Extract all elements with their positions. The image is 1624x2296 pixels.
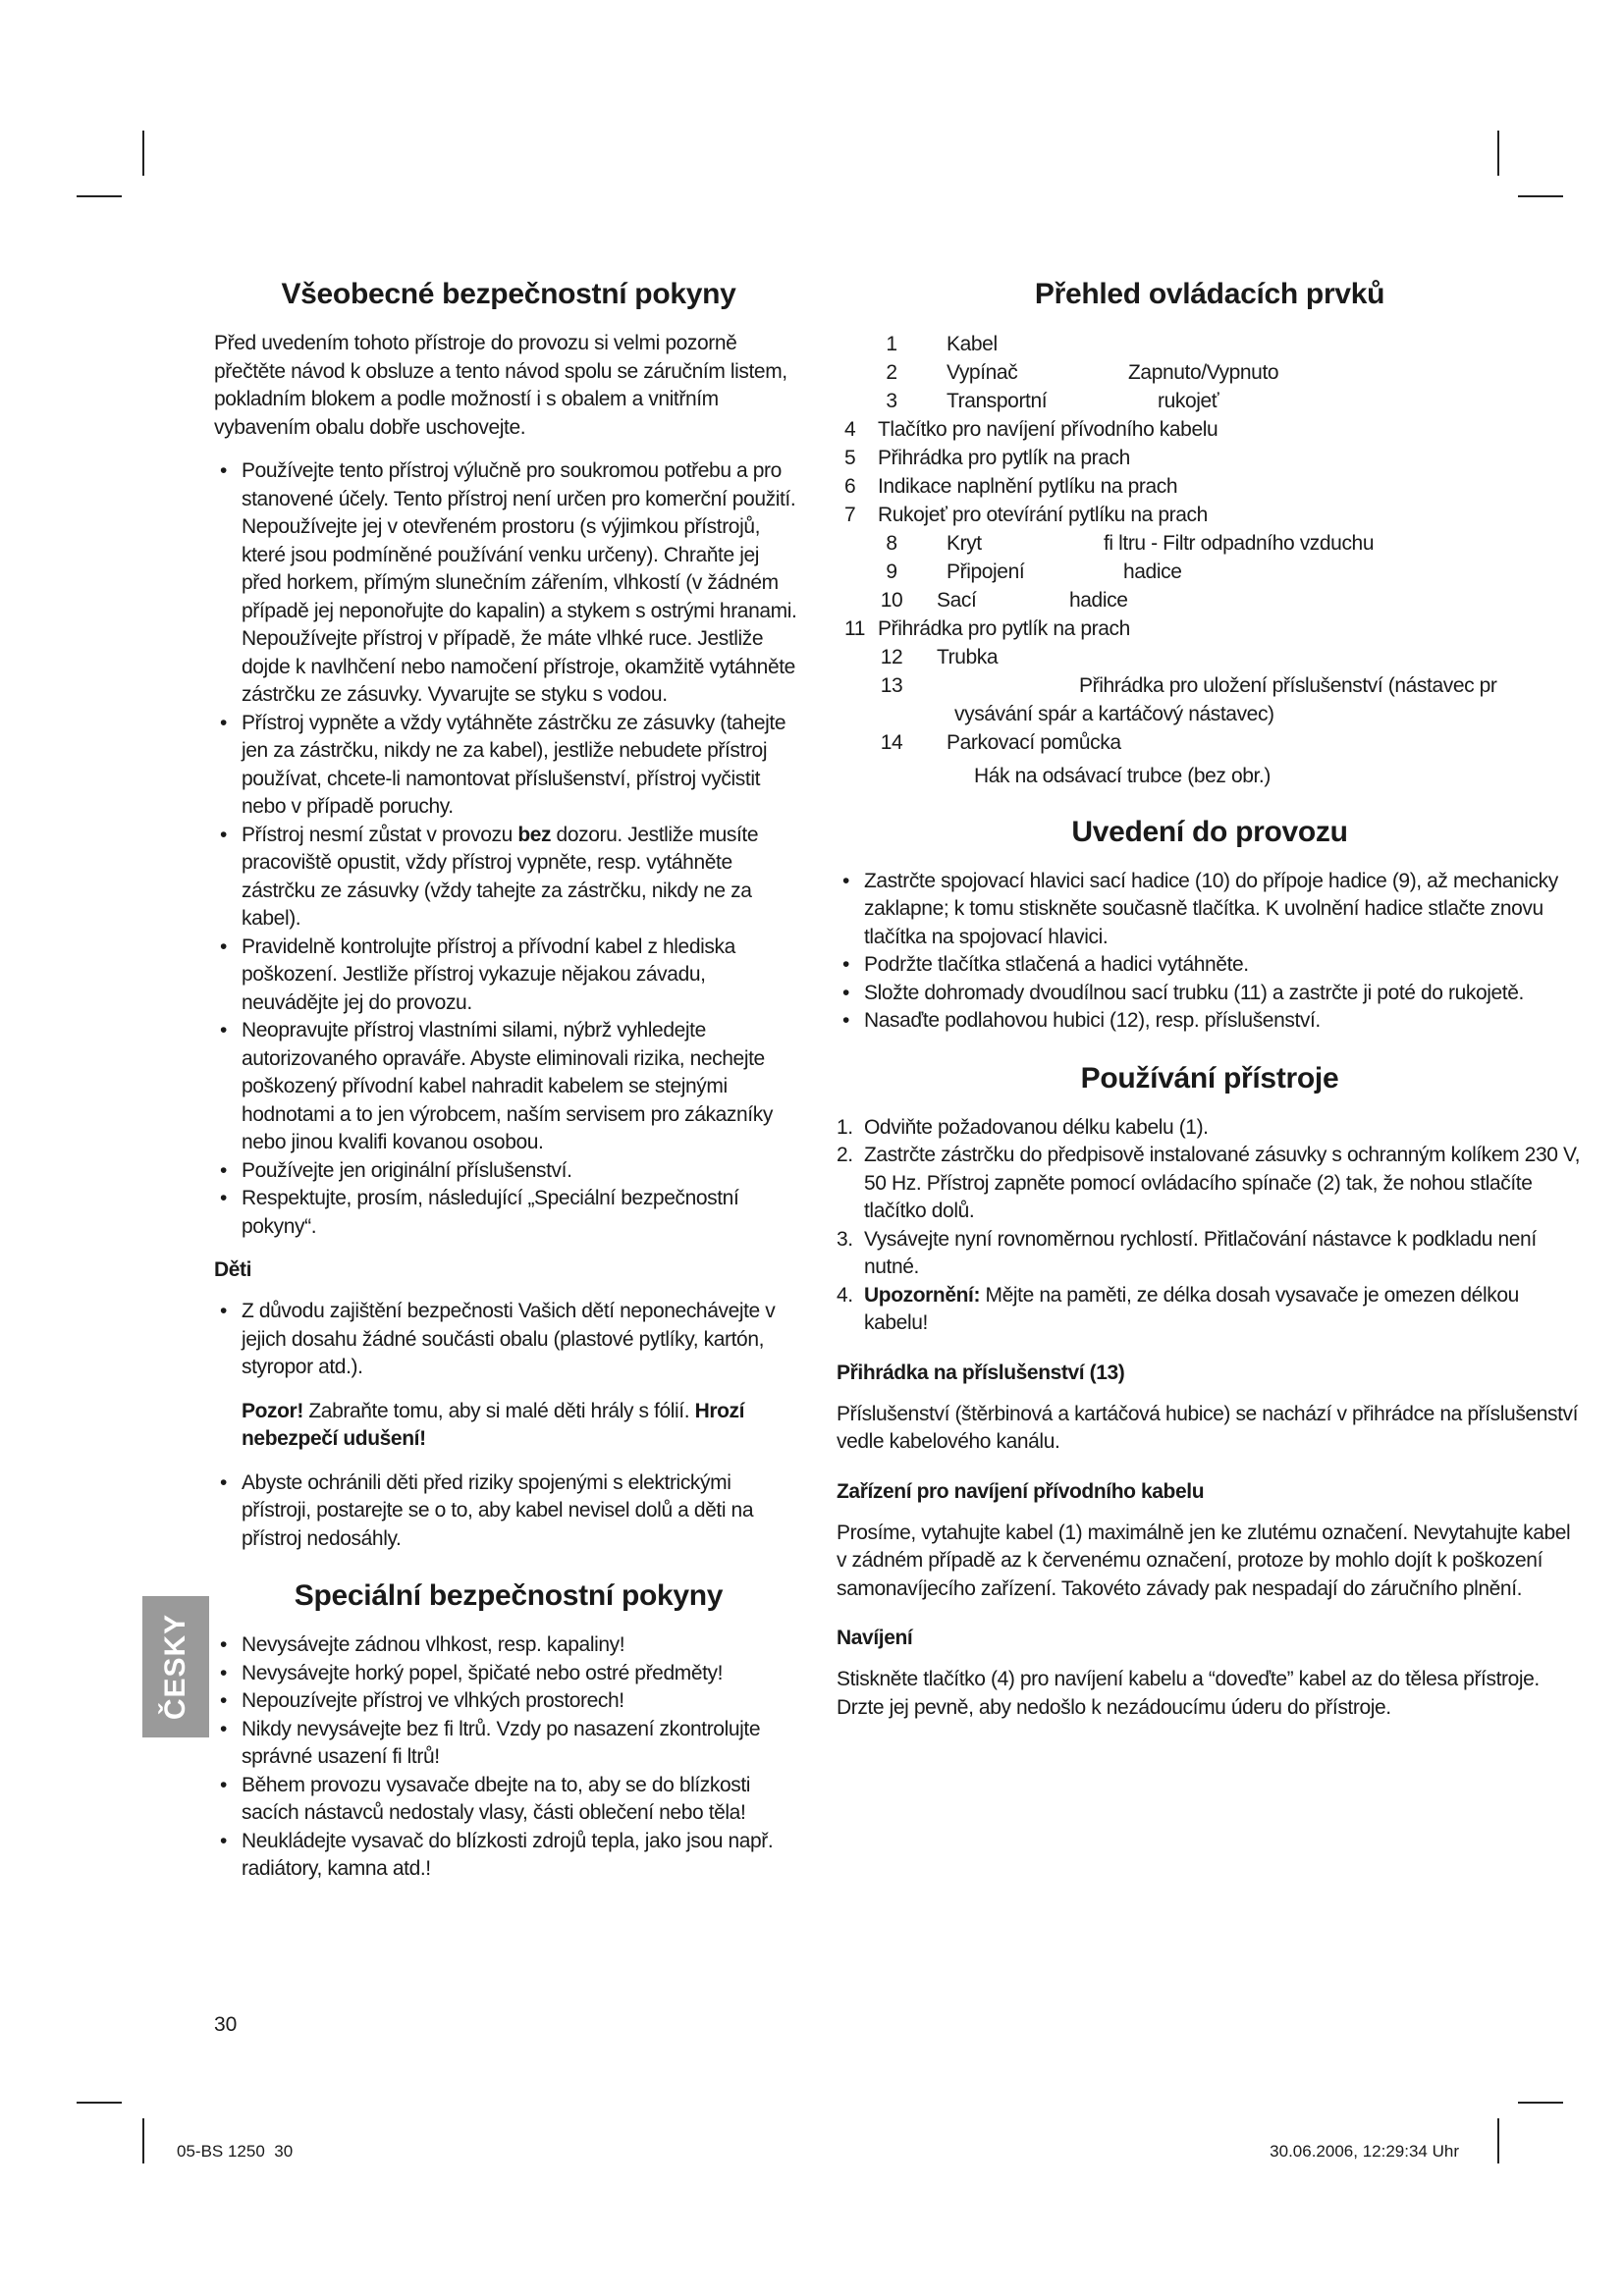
overview-name: Kryt	[947, 532, 982, 555]
footer-timestamp: 30.06.2006, 12:29:34 Uhr	[1270, 2142, 1459, 2161]
list-item-text: Odviňte požadovanou délku kabelu (1).	[864, 1115, 1209, 1139]
usage-heading: Používání přístroje	[1080, 1061, 1339, 1095]
overview-extra: fi ltru - Filtr odpadního vzduchu	[1104, 532, 1375, 555]
overview-name: Vypínač	[947, 361, 1018, 384]
crop-mark	[1518, 2102, 1563, 2104]
footer-file-id: 05-BS 1250 30	[177, 2142, 294, 2161]
accessory-text: Příslušenství (štěrbinová a kartáčová hubice) se nachází v přihrádce na příslušenství vedle kabelového kanálu.	[837, 1402, 1579, 1453]
overview-text: Přihrádka pro pytlík na prach	[878, 617, 1130, 640]
overview-num: 8	[886, 532, 897, 555]
list-item-text: Mějte na paměti, ze délka dosah vysavače je omezen délkou kabelu!	[864, 1283, 1519, 1334]
list-number: 1.	[837, 1115, 853, 1139]
overview-heading: Přehled ovládacích prvků	[1034, 278, 1385, 310]
overview-extra: hadice	[1069, 589, 1128, 612]
children-warning	[214, 1398, 803, 1454]
list-item-text: Vysávejte nyní rovnoměrnou rychlostí. Přitlačování nástavce k podkladu není nutné.	[864, 1227, 1537, 1278]
overview-num: 14	[880, 731, 903, 754]
overview-name: Transportní	[947, 390, 1048, 412]
crop-mark	[142, 131, 144, 176]
crop-mark	[1497, 131, 1499, 176]
overview-row	[837, 586, 1583, 614]
overview-extra: Přihrádka pro uložení příslušenství (nástavec pr	[1079, 674, 1497, 697]
list-item-text: Přístroj nesmí zůstat v provozu	[242, 823, 518, 846]
list-item: • Během provozu vysavače dbejte na to, aby se do blízkosti sacích nástavců nedostaly vlasy, části oblečení nebo těla!	[214, 1772, 803, 1828]
list-item: • Přístroj vypněte a vždy vytáhněte zástrčku ze zásuvky (tahejte jen za zástrčku, nikdy ne za kabel), jestliže nebudete přístroj používat, chcete-li namontovat příslušenství, přístroj vyčistit nebo v případě poruchy.	[214, 710, 803, 822]
overview-name: Trubka	[937, 646, 999, 668]
overview-text: Tlačítko pro navíjení přívodního kabelu	[878, 418, 1218, 441]
list-item: • Abyste ochránili děti před riziky spojenými s elektrickými přístroji, postarejte se o to, aby kabel nevisel dolů a děti na přístroj nedosáhly.	[214, 1469, 803, 1554]
overview-extra: rukojeť	[1158, 390, 1219, 412]
general-safety-intro: Před uvedením tohoto přístroje do provozu si velmi pozorně přečtěte návod k obsluze a tento návod spolu se záručním listem, pokladním blokem a podle možností i s obalem a vnitřním vybavením obalu dobře uschovejte.	[214, 332, 787, 439]
special-safety-heading: Speciální bezpečnostní pokyny	[294, 1579, 724, 1612]
overview-num: 1	[886, 333, 897, 355]
list-item: • Nasaďte podlahovou hubici (12), resp. příslušenství.	[837, 1007, 1583, 1036]
overview-text: Přihrádka pro pytlík na prach	[878, 447, 1130, 469]
winding-heading: Navíjení	[837, 1627, 913, 1649]
list-item: • Z důvodu zajištění bezpečnosti Vašich dětí neponechávejte v jejich dosahu žádné součásti obalu (plastové pytlíky, kartón, styropor atd.).	[214, 1298, 803, 1382]
overview-text: Rukojeť pro otevírání pytlíku na prach	[878, 504, 1208, 526]
overview-num: 2	[886, 361, 897, 384]
overview-num: 7	[844, 504, 856, 526]
list-item	[837, 1226, 1583, 1282]
right-column	[837, 277, 1583, 1737]
overview-row	[837, 728, 1583, 757]
children-list-1	[214, 1298, 803, 1382]
crop-mark	[77, 195, 122, 197]
page-number: 30	[214, 2013, 238, 2036]
special-safety-list	[214, 1631, 803, 1884]
overview-text: Indikace naplnění pytlíku na prach	[878, 475, 1178, 498]
overview-row-continued	[837, 700, 1583, 728]
list-item: • Nikdy nevysávejte bez fi ltrů. Vzdy po nasazení zkontrolujte správné usazení fi ltrů!	[214, 1716, 803, 1772]
overview-row	[837, 501, 1583, 529]
crop-mark	[142, 2118, 144, 2163]
warning-text: Zabraňte tomu, aby si malé děti hrály s fólií.	[302, 1399, 695, 1422]
startup-heading: Uvedení do provozu	[1071, 815, 1348, 848]
list-item-text: dozoru. Jestliže musíte pracoviště opustit, vždy přístroj vypněte, resp. vytáhněte zástrčku ze zásuvky (vždy tahejte za zástrčku, nikdy ne za kabel).	[242, 823, 759, 930]
accessory-heading: Přihrádka na příslušenství (13)	[837, 1361, 1125, 1384]
list-number: 2.	[837, 1144, 853, 1166]
usage-list	[837, 1114, 1583, 1338]
list-item	[837, 1142, 1583, 1226]
overview-num: 13	[880, 674, 903, 697]
overview-num: 12	[880, 646, 903, 668]
overview-extra: Zapnuto/Vypnuto	[1128, 361, 1279, 384]
children-heading: Děti	[214, 1258, 252, 1281]
list-item	[837, 1114, 1583, 1143]
crop-mark	[1518, 195, 1563, 197]
language-tab	[142, 1596, 209, 1737]
overview-row	[837, 614, 1583, 643]
overview-num: 4	[844, 418, 856, 441]
overview-num: 9	[886, 561, 897, 583]
list-item: • Neopravujte přístroj vlastními silami, nýbrž vyhledejte autorizovaného opraváře. Abyste eliminovali rizika, nechejte poškozený přívodní kabel nahradit kabelem se stejnými hodnotami a to jen výrobcem, naším servisem pro zákazníky nebo jinou kvalifi kovanou osobou.	[214, 1017, 803, 1157]
overview-note: Hák na odsávací trubce (bez obr.)	[974, 765, 1271, 787]
overview-row	[837, 558, 1583, 586]
overview-row	[837, 472, 1583, 501]
list-item: • Používejte tento přístroj výlučně pro soukromou potřebu a pro stanovené účely. Tento přístroj není určen pro komerční použití. Nepoužívejte jej v otevřeném prostoru (s výjimkou přístrojů, které jsou podmíněné používání venku určeny). Chraňte jej před horkem, přímým slunečním zářením, vlhkostí (v žádném případě jej neponořujte do kapalin) a stykem s ostrými hranami. Nepoužívejte přístroj v případě, že máte vlhké ruce. Jestliže dojde k navlhčení nebo namočení přístroje, okamžitě vytáhněte zástrčku ze zásuvky. Vyvarujte se styku s vodou.	[214, 457, 803, 710]
overview-text: vysávání spár a kartáčový nástavec)	[954, 703, 1274, 725]
cable-device-heading: Zařízení pro navíjení přívodního kabelu	[837, 1479, 1205, 1503]
list-item: • Složte dohromady dvoudílnou sací trubku (11) a zastrčte ji poté do rukojetě.	[837, 980, 1583, 1008]
list-item-text: Zastrčte zástrčku do předpisově instalované zásuvky s ochranným kolíkem 230 V, 50 Hz. Přístroj zapněte pomocí ovládacího spínače (2) tak, že nohou stlačíte tlačítko dolů.	[864, 1144, 1581, 1222]
overview-row	[837, 671, 1583, 700]
overview-row	[837, 387, 1583, 415]
overview-num: 5	[844, 447, 856, 469]
list-item	[837, 1282, 1583, 1338]
list-item	[214, 822, 803, 934]
warning-danger: Hrozí nebezpečí udušení!	[242, 1399, 745, 1450]
overview-extra: hadice	[1123, 561, 1182, 583]
list-item: • Nevysávejte horký popel, špičaté nebo ostré předměty!	[214, 1660, 803, 1688]
list-item: • Pravidelně kontrolujte přístroj a přívodní kabel z hlediska poškození. Jestliže přístroj vykazuje nějakou závadu, neuvádějte jej do provozu.	[214, 934, 803, 1018]
list-item-bold: bez	[517, 823, 552, 846]
overview-row	[837, 415, 1583, 444]
list-item: • Nepouzívejte přístroj ve vlhkých prostorech!	[214, 1687, 803, 1716]
overview-name: Sací	[937, 589, 977, 612]
children-list-2	[214, 1469, 803, 1554]
overview-row	[837, 330, 1583, 358]
cable-device-text: Prosíme, vytahujte kabel (1) maximálně jen ke zlutému označení. Nevytahujte kabel v zádném případě az k červenému označení, protoze by mohlo dojít k poškození samonavíjecího zařízení. Takovéto závady pak nespadají do záručního plnění.	[837, 1521, 1571, 1600]
list-number: 3.	[837, 1227, 853, 1251]
list-item: • Respektujte, prosím, následující „Speciální bezpečnostní pokyny“.	[214, 1185, 803, 1241]
crop-mark	[77, 2102, 122, 2104]
general-safety-list	[214, 457, 803, 1241]
overview-row	[837, 643, 1583, 671]
list-item: • Podržte tlačítka stlačená a hadici vytáhněte.	[837, 951, 1583, 980]
overview-num: 11	[844, 617, 865, 640]
overview-num: 6	[844, 475, 856, 498]
list-item-bold: Upozornění:	[864, 1283, 981, 1307]
list-item: • Zastrčte spojovací hlavici sací hadice (10) do přípoje hadice (9), až mechanicky zaklapne; k tomu stiskněte současně tlačítka. K uvolnění hadice stlačte znovu tlačítka na spojovací hlavici.	[837, 868, 1583, 952]
overview-row	[837, 358, 1583, 387]
general-safety-heading: Všeobecné bezpečnostní pokyny	[281, 278, 736, 310]
overview-name: Kabel	[947, 333, 998, 355]
winding-text: Stiskněte tlačítko (4) pro navíjení kabelu a “doveďte” kabel az do tělesa přístroje. Drzte jej pevně, aby nedošlo k nezádoucímu úderu do přístroje.	[837, 1668, 1540, 1719]
warning-label: Pozor!	[242, 1399, 303, 1422]
language-tab-label: ČESKY	[159, 1613, 191, 1721]
overview-row	[837, 444, 1583, 472]
list-item: • Nevysávejte zádnou vlhkost, resp. kapaliny!	[214, 1631, 803, 1660]
crop-mark	[1497, 2118, 1499, 2163]
overview-name: Parkovací pomůcka	[947, 731, 1121, 754]
overview-num: 3	[886, 390, 897, 412]
overview-name: Připojení	[947, 561, 1025, 583]
left-column	[214, 277, 803, 1899]
list-number: 4.	[837, 1283, 853, 1307]
list-item: • Neukládejte vysavač do blízkosti zdrojů tepla, jako jsou např. radiátory, kamna atd.!	[214, 1828, 803, 1884]
startup-list	[837, 868, 1583, 1036]
list-item: • Používejte jen originální příslušenství.	[214, 1157, 803, 1186]
overview-list	[837, 330, 1583, 791]
overview-row	[837, 529, 1583, 558]
overview-num: 10	[880, 589, 903, 612]
